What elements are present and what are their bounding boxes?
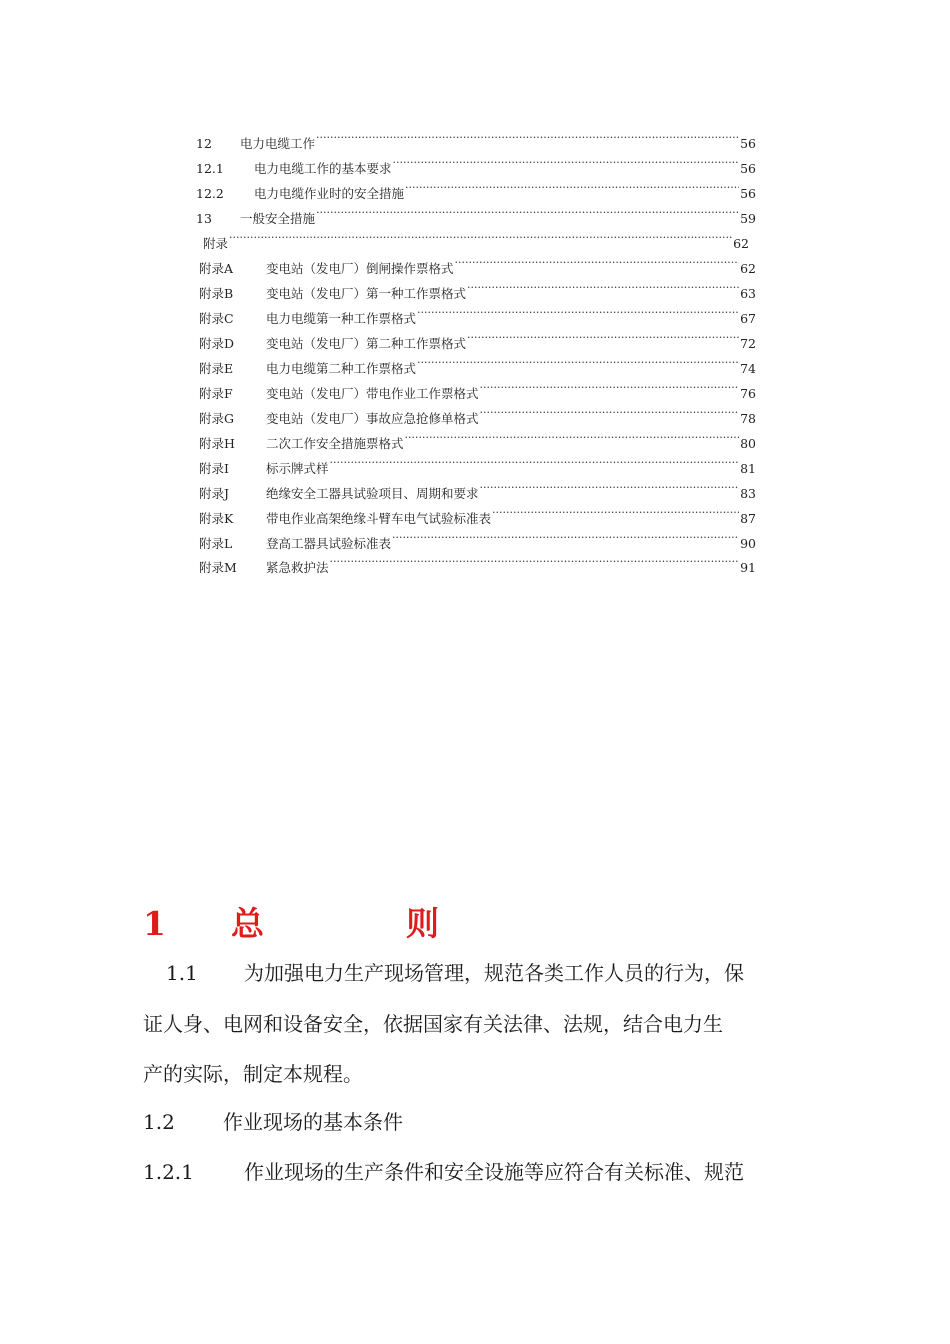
toc-entry-title: 电力电缆第二种工作票格式 <box>266 361 417 376</box>
toc-leader-dots <box>393 153 740 173</box>
toc-entry-number: 附录D <box>199 336 235 351</box>
toc-entry-title: 二次工作安全措施票格式 <box>266 436 404 451</box>
toc-entry-number: 附录J <box>199 486 230 501</box>
toc-leader-dots <box>229 228 732 248</box>
toc-leader-dots <box>316 203 739 223</box>
toc-entry-page: 78 <box>740 411 756 426</box>
toc-entry-page: 76 <box>740 386 756 401</box>
toc-entry[interactable] <box>196 203 756 226</box>
toc-entry-title: 变电站（发电厂）事故应急抢修单格式 <box>266 411 479 426</box>
chapter-title-char: 总 <box>231 904 264 943</box>
toc-leader-dots <box>417 353 739 373</box>
toc-entry[interactable] <box>199 378 756 401</box>
paragraph-line <box>143 1009 803 1039</box>
toc-entry-title: 标示牌式样 <box>266 461 329 476</box>
toc-entry-number: 附录M <box>199 560 237 575</box>
toc-entry-number: 12.2 <box>196 186 224 201</box>
toc-entry[interactable] <box>199 528 756 551</box>
toc-entry[interactable] <box>199 503 756 526</box>
toc-entry-number: 附录L <box>199 536 233 551</box>
toc-entry-title: 变电站（发电厂）倒闸操作票格式 <box>266 261 454 276</box>
toc-leader-dots <box>392 528 739 548</box>
toc-entry-title: 带电作业高架绝缘斗臂车电气试验标准表 <box>266 511 492 526</box>
section-heading <box>143 1107 803 1137</box>
toc-entry-number: 附录B <box>199 286 234 301</box>
toc-leader-dots <box>492 503 739 523</box>
toc-entry-title: 紧急救护法 <box>266 560 329 575</box>
toc-entry-page: 81 <box>740 461 756 476</box>
toc-entry-title: 附录 <box>203 236 229 251</box>
toc-leader-dots <box>417 303 739 323</box>
toc-entry-page: 91 <box>740 560 756 575</box>
toc-entry[interactable] <box>199 403 756 426</box>
toc-entry-number: 附录E <box>199 361 234 376</box>
toc-entry-page: 56 <box>740 161 756 176</box>
toc-entry[interactable] <box>199 453 756 476</box>
toc-entry-title: 变电站（发电厂）第一种工作票格式 <box>266 286 467 301</box>
toc-leader-dots <box>455 253 740 273</box>
toc-entry-title: 电力电缆工作的基本要求 <box>254 161 392 176</box>
toc-entry-number: 附录G <box>199 411 234 426</box>
toc-entry-page: 72 <box>740 336 756 351</box>
toc-leader-dots <box>405 178 739 198</box>
toc-entry-title: 绝缘安全工器具试验项目、周期和要求 <box>266 486 479 501</box>
toc-leader-dots <box>480 478 740 498</box>
toc-entry-number: 附录K <box>199 511 234 526</box>
paragraph-text: 产的实际，制定本规程。 <box>143 1062 363 1086</box>
toc-entry-page: 90 <box>740 536 756 551</box>
toc-entry-number: 13 <box>196 211 212 226</box>
toc-entry-page: 62 <box>740 261 756 276</box>
paragraph-line <box>143 1157 803 1187</box>
toc-entry-page: 56 <box>740 186 756 201</box>
toc-entry-title: 电力电缆作业时的安全措施 <box>254 186 405 201</box>
toc-entry-page: 83 <box>740 486 756 501</box>
toc-entry-page: 59 <box>740 211 756 226</box>
toc-entry-title: 电力电缆第一种工作票格式 <box>266 311 417 326</box>
toc-entry-title: 变电站（发电厂）第二种工作票格式 <box>266 336 467 351</box>
toc-entry-number: 附录C <box>199 311 234 326</box>
toc-entry[interactable] <box>203 228 749 251</box>
toc-leader-dots <box>316 128 739 148</box>
chapter-title-char: 则 <box>406 904 439 943</box>
paragraph-line <box>143 1059 803 1089</box>
toc-entry-number: 附录I <box>199 461 229 476</box>
toc-entry[interactable] <box>199 428 756 451</box>
paragraph-text: 为加强电力生产现场管理，规范各类工作人员的行为，保 <box>244 961 744 985</box>
toc-entry[interactable] <box>196 178 756 201</box>
toc-entry[interactable] <box>196 153 756 176</box>
toc-entry-number: 附录A <box>199 261 234 276</box>
toc-entry[interactable] <box>199 478 756 501</box>
paragraph-line <box>143 958 803 988</box>
section-number: 1.2.1 <box>143 1160 194 1184</box>
toc-entry-number: 12 <box>196 136 212 151</box>
toc-entry-page: 74 <box>740 361 756 376</box>
toc-entry-title: 一般安全措施 <box>240 211 316 226</box>
toc-entry-page: 56 <box>740 136 756 151</box>
toc-leader-dots <box>480 378 740 398</box>
toc-leader-dots <box>480 403 740 423</box>
toc-entry[interactable] <box>199 303 756 326</box>
toc-entry[interactable] <box>199 353 756 376</box>
toc-entry-title: 变电站（发电厂）带电作业工作票格式 <box>266 386 479 401</box>
section-title: 作业现场的基本条件 <box>223 1110 403 1134</box>
toc-entry[interactable] <box>196 128 756 151</box>
toc-entry-page: 87 <box>740 511 756 526</box>
toc-leader-dots <box>330 453 740 473</box>
section-number: 1.1 <box>166 961 198 985</box>
toc-leader-dots <box>405 428 740 448</box>
toc-entry-page: 80 <box>740 436 756 451</box>
toc-entry-page: 62 <box>733 236 749 251</box>
toc-leader-dots <box>467 278 739 298</box>
paragraph-text: 证人身、电网和设备安全，依据国家有关法律、法规，结合电力生 <box>143 1012 723 1036</box>
toc-entry-number: 12.1 <box>196 161 224 176</box>
chapter-number: 1 <box>143 904 166 943</box>
toc-entry[interactable] <box>199 328 756 351</box>
toc-entry-number: 附录F <box>199 386 233 401</box>
toc-leader-dots <box>330 552 740 572</box>
section-number: 1.2 <box>143 1110 175 1134</box>
toc-entry-title: 登高工器具试验标准表 <box>266 536 392 551</box>
toc-entry-title: 电力电缆工作 <box>240 136 316 151</box>
toc-entry-number: 附录H <box>199 436 235 451</box>
paragraph-text: 作业现场的生产条件和安全设施等应符合有关标准、规范 <box>244 1160 744 1184</box>
toc-entry[interactable] <box>199 552 756 575</box>
toc-entry[interactable] <box>199 278 756 301</box>
toc-entry-page: 67 <box>740 311 756 326</box>
toc-entry-page: 63 <box>740 286 756 301</box>
toc-leader-dots <box>467 328 739 348</box>
toc-entry[interactable] <box>199 253 756 276</box>
